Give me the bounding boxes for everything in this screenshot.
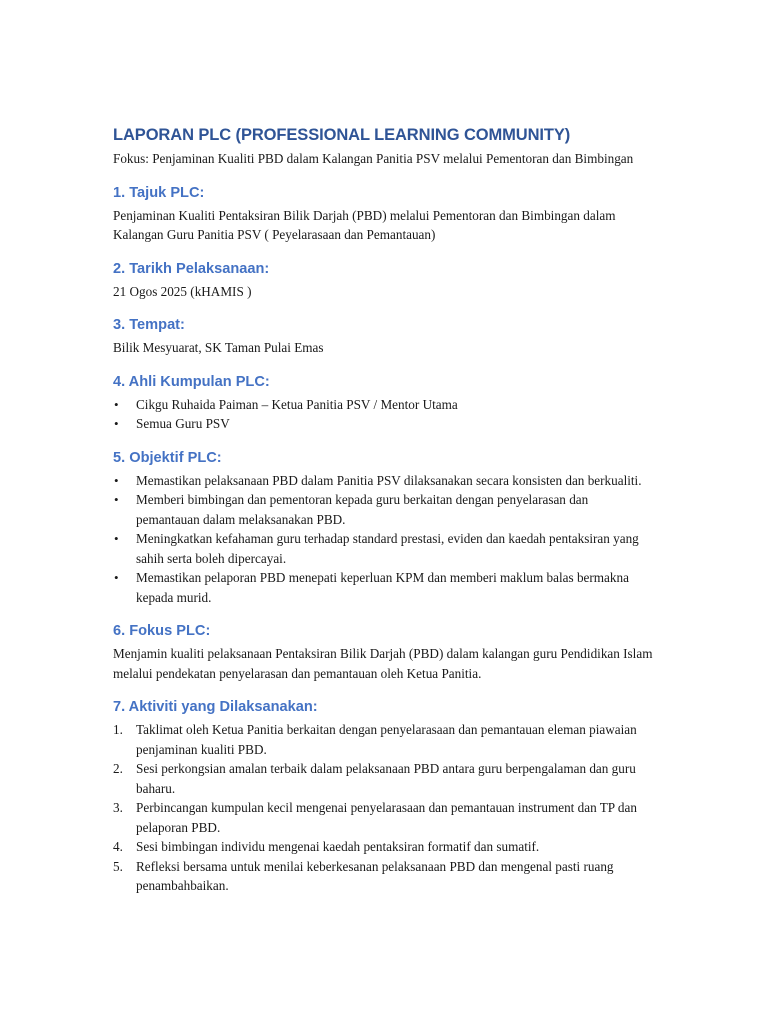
- section-heading-ahli: 4. Ahli Kumpulan PLC:: [113, 373, 270, 390]
- aktiviti-list: [113, 720, 653, 896]
- section-heading-objektif: 5. Objektif PLC:: [113, 449, 222, 466]
- list-item: [113, 837, 653, 857]
- list-number: 4.: [113, 839, 123, 854]
- list-item-text: Memastikan pelaporan PBD menepati keperluan KPM dan memberi maklum balas bermakna kepada murid.: [136, 570, 629, 605]
- section-text-tarikh: 21 Ogos 2025 (kHAMIS ): [113, 283, 252, 299]
- bullet-icon: •: [114, 531, 119, 546]
- list-item: [113, 471, 653, 491]
- section-text-fokus: Menjamin kualiti pelaksanaan Pentaksiran Bilik Darjah (PBD) dalam kalangan guru Pendidikan Islam melalui pendekatan penyelarasan dan pemantauan oleh Ketua Panitia.: [113, 646, 653, 681]
- list-item-text: Memberi bimbingan dan pementoran kepada guru berkaitan dengan penyelarasan dan pemantauan dalam melaksanakan PBD.: [136, 492, 589, 527]
- list-item: [113, 568, 653, 607]
- document-title: LAPORAN PLC (PROFESSIONAL LEARNING COMMUNITY): [113, 126, 571, 144]
- objektif-list: [113, 471, 653, 608]
- list-item: [113, 798, 653, 837]
- list-item-text: Meningkatkan kefahaman guru terhadap standard prestasi, eviden dan kaedah pentaksiran yang sahih serta boleh dipercayai.: [136, 531, 639, 566]
- list-item-text: Cikgu Ruhaida Paiman – Ketua Panitia PSV / Mentor Utama: [136, 396, 458, 412]
- list-number: 3.: [113, 800, 123, 815]
- list-item-text: Semua Guru PSV: [136, 416, 230, 431]
- list-item: [113, 720, 653, 759]
- list-item: [113, 414, 653, 434]
- section-text-tempat: Bilik Mesyuarat, SK Taman Pulai Emas: [113, 340, 324, 355]
- section-heading-tajuk: 1. Tajuk PLC:: [113, 184, 205, 201]
- section-heading-tempat: 3. Tempat:: [113, 317, 185, 333]
- bullet-icon: •: [114, 570, 119, 585]
- bullet-icon: •: [114, 492, 119, 507]
- list-item-text: Refleksi bersama untuk menilai keberkesanan pelaksanaan PBD dan mengenal pasti ruang penambahbaikan.: [136, 858, 614, 893]
- list-number: 5.: [113, 858, 123, 874]
- bullet-icon: •: [114, 416, 119, 431]
- list-item-text: Memastikan pelaksanaan PBD dalam Panitia PSV dilaksanakan secara konsisten dan berkualiti.: [136, 472, 642, 488]
- list-item-text: Taklimat oleh Ketua Panitia berkaitan dengan penyelarasaan dan pemantauan eleman piawaian penjaminan kualiti PBD.: [136, 722, 637, 757]
- bullet-icon: •: [114, 472, 119, 488]
- list-item: [113, 759, 653, 798]
- list-item: [113, 490, 653, 529]
- list-item-text: Perbincangan kumpulan kecil mengenai penyelarasaan dan pemantauan instrument dan TP dan pelaporan PBD.: [136, 800, 637, 835]
- section-heading-fokus: 6. Fokus PLC:: [113, 623, 211, 639]
- list-number: 1.: [113, 722, 123, 737]
- list-item-text: Sesi bimbingan individu mengenai kaedah pentaksiran formatif dan sumatif.: [136, 839, 540, 854]
- ahli-list: [113, 395, 653, 434]
- section-heading-aktiviti: 7. Aktiviti yang Dilaksanakan:: [113, 699, 318, 715]
- bullet-icon: •: [114, 396, 119, 412]
- list-item: [113, 395, 653, 415]
- document-page: [113, 124, 653, 896]
- section-heading-tarikh: 2. Tarikh Pelaksanaan:: [113, 260, 270, 277]
- list-item-text: Sesi perkongsian amalan terbaik dalam pelaksanaan PBD antara guru berpengalaman dan guru baharu.: [136, 761, 636, 796]
- list-number: 2.: [113, 761, 123, 776]
- section-text-tajuk: Penjaminan Kualiti Pentaksiran Bilik Darjah (PBD) melalui Pementoran dan Bimbingan dalam Kalangan Guru Panitia PSV ( Peyelarasaan dan Pemantauan): [113, 207, 616, 242]
- list-item: [113, 857, 653, 896]
- fokus-subtitle: Fokus: Penjaminan Kualiti PBD dalam Kalangan Panitia PSV melalui Pementoran dan Bimbingan: [113, 151, 634, 166]
- list-item: [113, 529, 653, 568]
